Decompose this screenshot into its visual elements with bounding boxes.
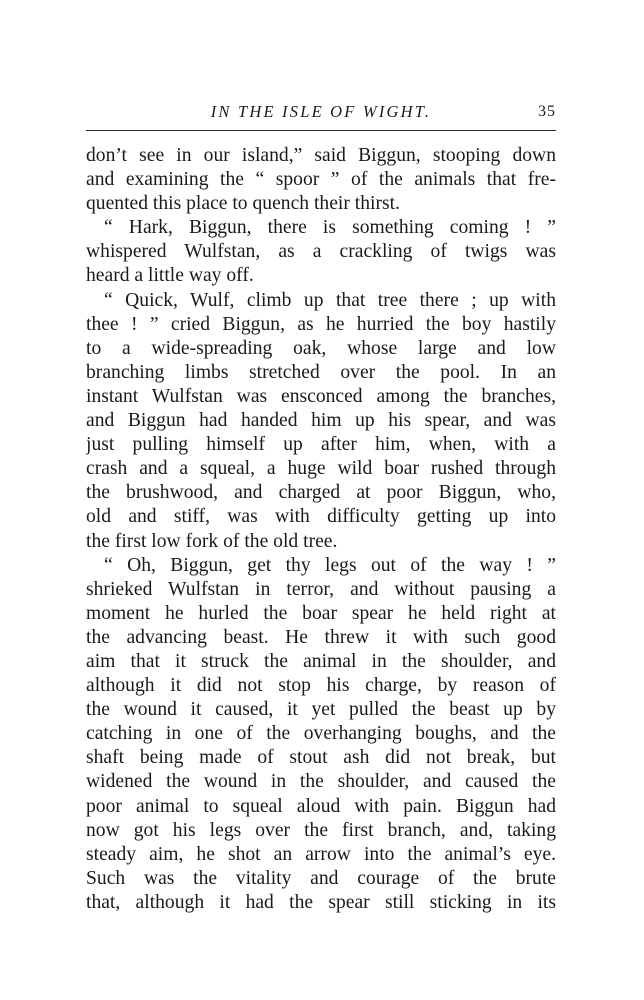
running-header: [86, 100, 556, 131]
text-line: just pulling himself up after him, when, with a: [86, 434, 556, 456]
text-line: poor animal to squeal aloud with pain. Biggun had: [86, 795, 556, 817]
text-line: “ Hark, Biggun, there is something coming ! ”: [104, 217, 556, 239]
text-line: the wound it caused, it yet pulled the beast up by: [86, 699, 556, 721]
text-line: the first low fork of the old tree.: [86, 530, 338, 552]
body-text: [86, 144, 556, 915]
text-line: and Biggun had handed him up his spear, and was: [86, 410, 556, 432]
text-line: branching limbs stretched over the pool. In an: [86, 361, 556, 383]
text-line: Such was the vitality and courage of the brute: [86, 867, 556, 889]
text-line: widened the wound in the shoulder, and caused the: [86, 771, 556, 793]
running-title: IN THE ISLE OF WIGHT.: [210, 102, 432, 121]
text-line: whispered Wulfstan, as a crackling of twigs was: [86, 241, 556, 263]
text-line: steady aim, he shot an arrow into the animal’s eye.: [86, 843, 556, 865]
text-line: “ Oh, Biggun, get thy legs out of the way ! ”: [104, 554, 556, 576]
text-line: quented this place to quench their thirst.: [86, 193, 400, 215]
text-line: thee ! ” cried Biggun, as he hurried the boy hastily: [86, 313, 556, 335]
text-line: now got his legs over the first branch, and, taking: [86, 819, 556, 841]
text-line: crash and a squeal, a huge wild boar rushed through: [86, 458, 556, 480]
text-line: heard a little way off.: [86, 265, 254, 287]
text-line: and examining the “ spoor ” of the animals that fre-: [86, 169, 556, 191]
text-line: shaft being made of stout ash did not break, but: [86, 747, 556, 769]
text-line: instant Wulfstan was ensconced among the branches,: [86, 385, 556, 407]
text-line: shrieked Wulfstan in terror, and without pausing a: [86, 578, 556, 600]
text-line: moment he hurled the boar spear he held right at: [86, 602, 556, 624]
text-line: don’t see in our island,” said Biggun, stooping down: [86, 145, 556, 166]
page-number: 35: [538, 103, 556, 120]
text-line: that, although it had the spear still sticking in its: [86, 891, 556, 913]
text-line: although it did not stop his charge, by reason of: [86, 675, 556, 697]
book-page: [86, 100, 556, 915]
text-line: “ Quick, Wulf, climb up that tree there ; up with: [104, 289, 556, 311]
text-line: to a wide-spreading oak, whose large and low: [86, 337, 556, 359]
text-line: aim that it struck the animal in the shoulder, and: [86, 650, 556, 672]
text-line: the brushwood, and charged at poor Biggun, who,: [86, 482, 556, 504]
text-line: catching in one of the overhanging boughs, and the: [86, 723, 556, 745]
text-line: the advancing beast. He threw it with such good: [86, 626, 556, 648]
text-line: old and stiff, was with difficulty getting up into: [86, 506, 556, 528]
